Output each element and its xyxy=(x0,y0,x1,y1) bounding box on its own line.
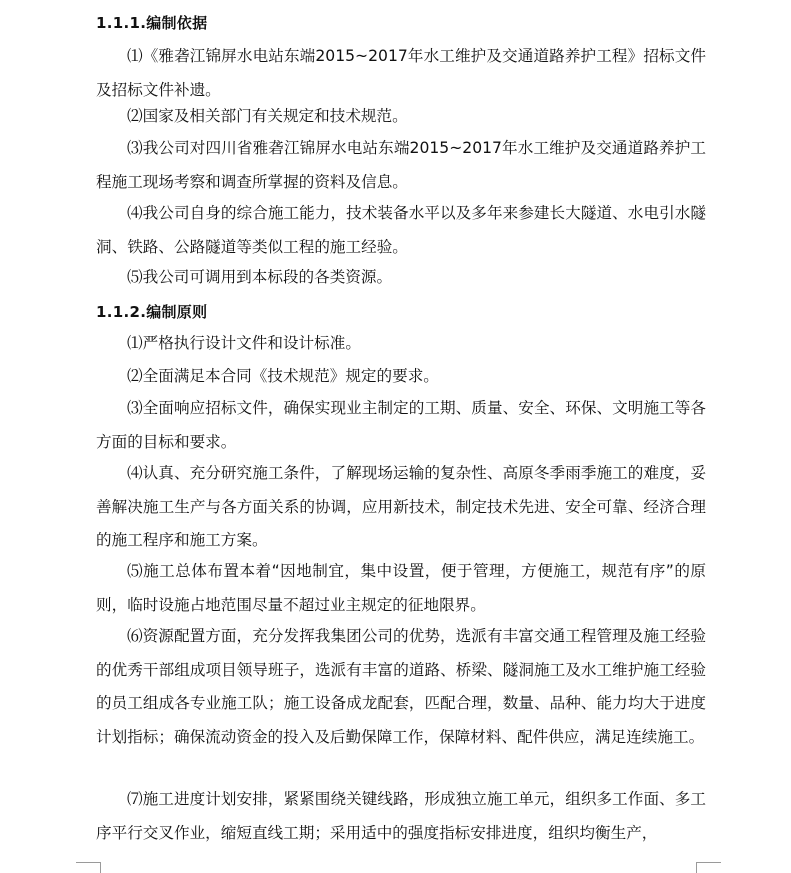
principle-item-1: ⑴严格执行设计文件和设计标准。 xyxy=(127,334,361,352)
principle-item-2: ⑵全面满足本合同《技术规范》规定的要求。 xyxy=(127,367,439,385)
principle-item-4: ⑷认真、充分研究施工条件，了解现场运输的复杂性、高原冬季雨季施工的难度，妥善解决施工生产与各方面关系的协调，应用新技术，制定技术先进、安全可靠、经济合理的施工程序和施工方案。 xyxy=(96,464,706,549)
page-corner-mark-right xyxy=(696,862,721,873)
section-heading-basis: 1.1.1.编制依据 xyxy=(96,14,208,32)
principle-item-7: ⑺施工进度计划安排，紧紧围绕关键线路，形成独立施工单元，组织多工作面、多工序平行交叉作业，缩短直线工期；采用适中的强度指标安排进度，组织均衡生产， xyxy=(96,790,706,842)
principle-item-5: ⑸施工总体布置本着“因地制宜，集中设置，便于管理，方便施工，规范有序”的原则，临时设施占地范围尽量不超过业主规定的征地限界。 xyxy=(96,562,706,614)
section-heading-principles: 1.1.2.编制原则 xyxy=(96,303,208,321)
basis-item-3: ⑶我公司对四川省雅砻江锦屏水电站东端2015~2017年水工维护及交通道路养护工程施工现场考察和调查所掌握的资料及信息。 xyxy=(96,139,706,191)
basis-item-5: ⑸我公司可调用到本标段的各类资源。 xyxy=(127,268,393,286)
page-corner-mark-left xyxy=(76,862,101,873)
principle-item-6: ⑹资源配置方面，充分发挥我集团公司的优势，选派有丰富交通工程管理及施工经验的优秀干部组成项目领导班子，选派有丰富的道路、桥梁、隧洞施工及水工维护施工经验的员工组成各专业施工队；施工设备成龙配套，匹配合理，数量、品种、能力均大于进度计划指标；确保流动资金的投入及后勤保障工作，保障材料、配件供应，满足连续施工。 xyxy=(96,627,706,746)
basis-item-1: ⑴《雅砻江锦屏水电站东端2015~2017年水工维护及交通道路养护工程》招标文件及招标文件补遗。 xyxy=(96,47,706,99)
basis-item-4: ⑷我公司自身的综合施工能力，技术装备水平以及多年来参建长大隧道、水电引水隧洞、铁路、公路隧道等类似工程的施工经验。 xyxy=(96,204,706,256)
basis-item-2: ⑵国家及相关部门有关规定和技术规范。 xyxy=(127,107,408,125)
principle-item-3: ⑶全面响应招标文件，确保实现业主制定的工期、质量、安全、环保、文明施工等各方面的目标和要求。 xyxy=(96,399,706,451)
